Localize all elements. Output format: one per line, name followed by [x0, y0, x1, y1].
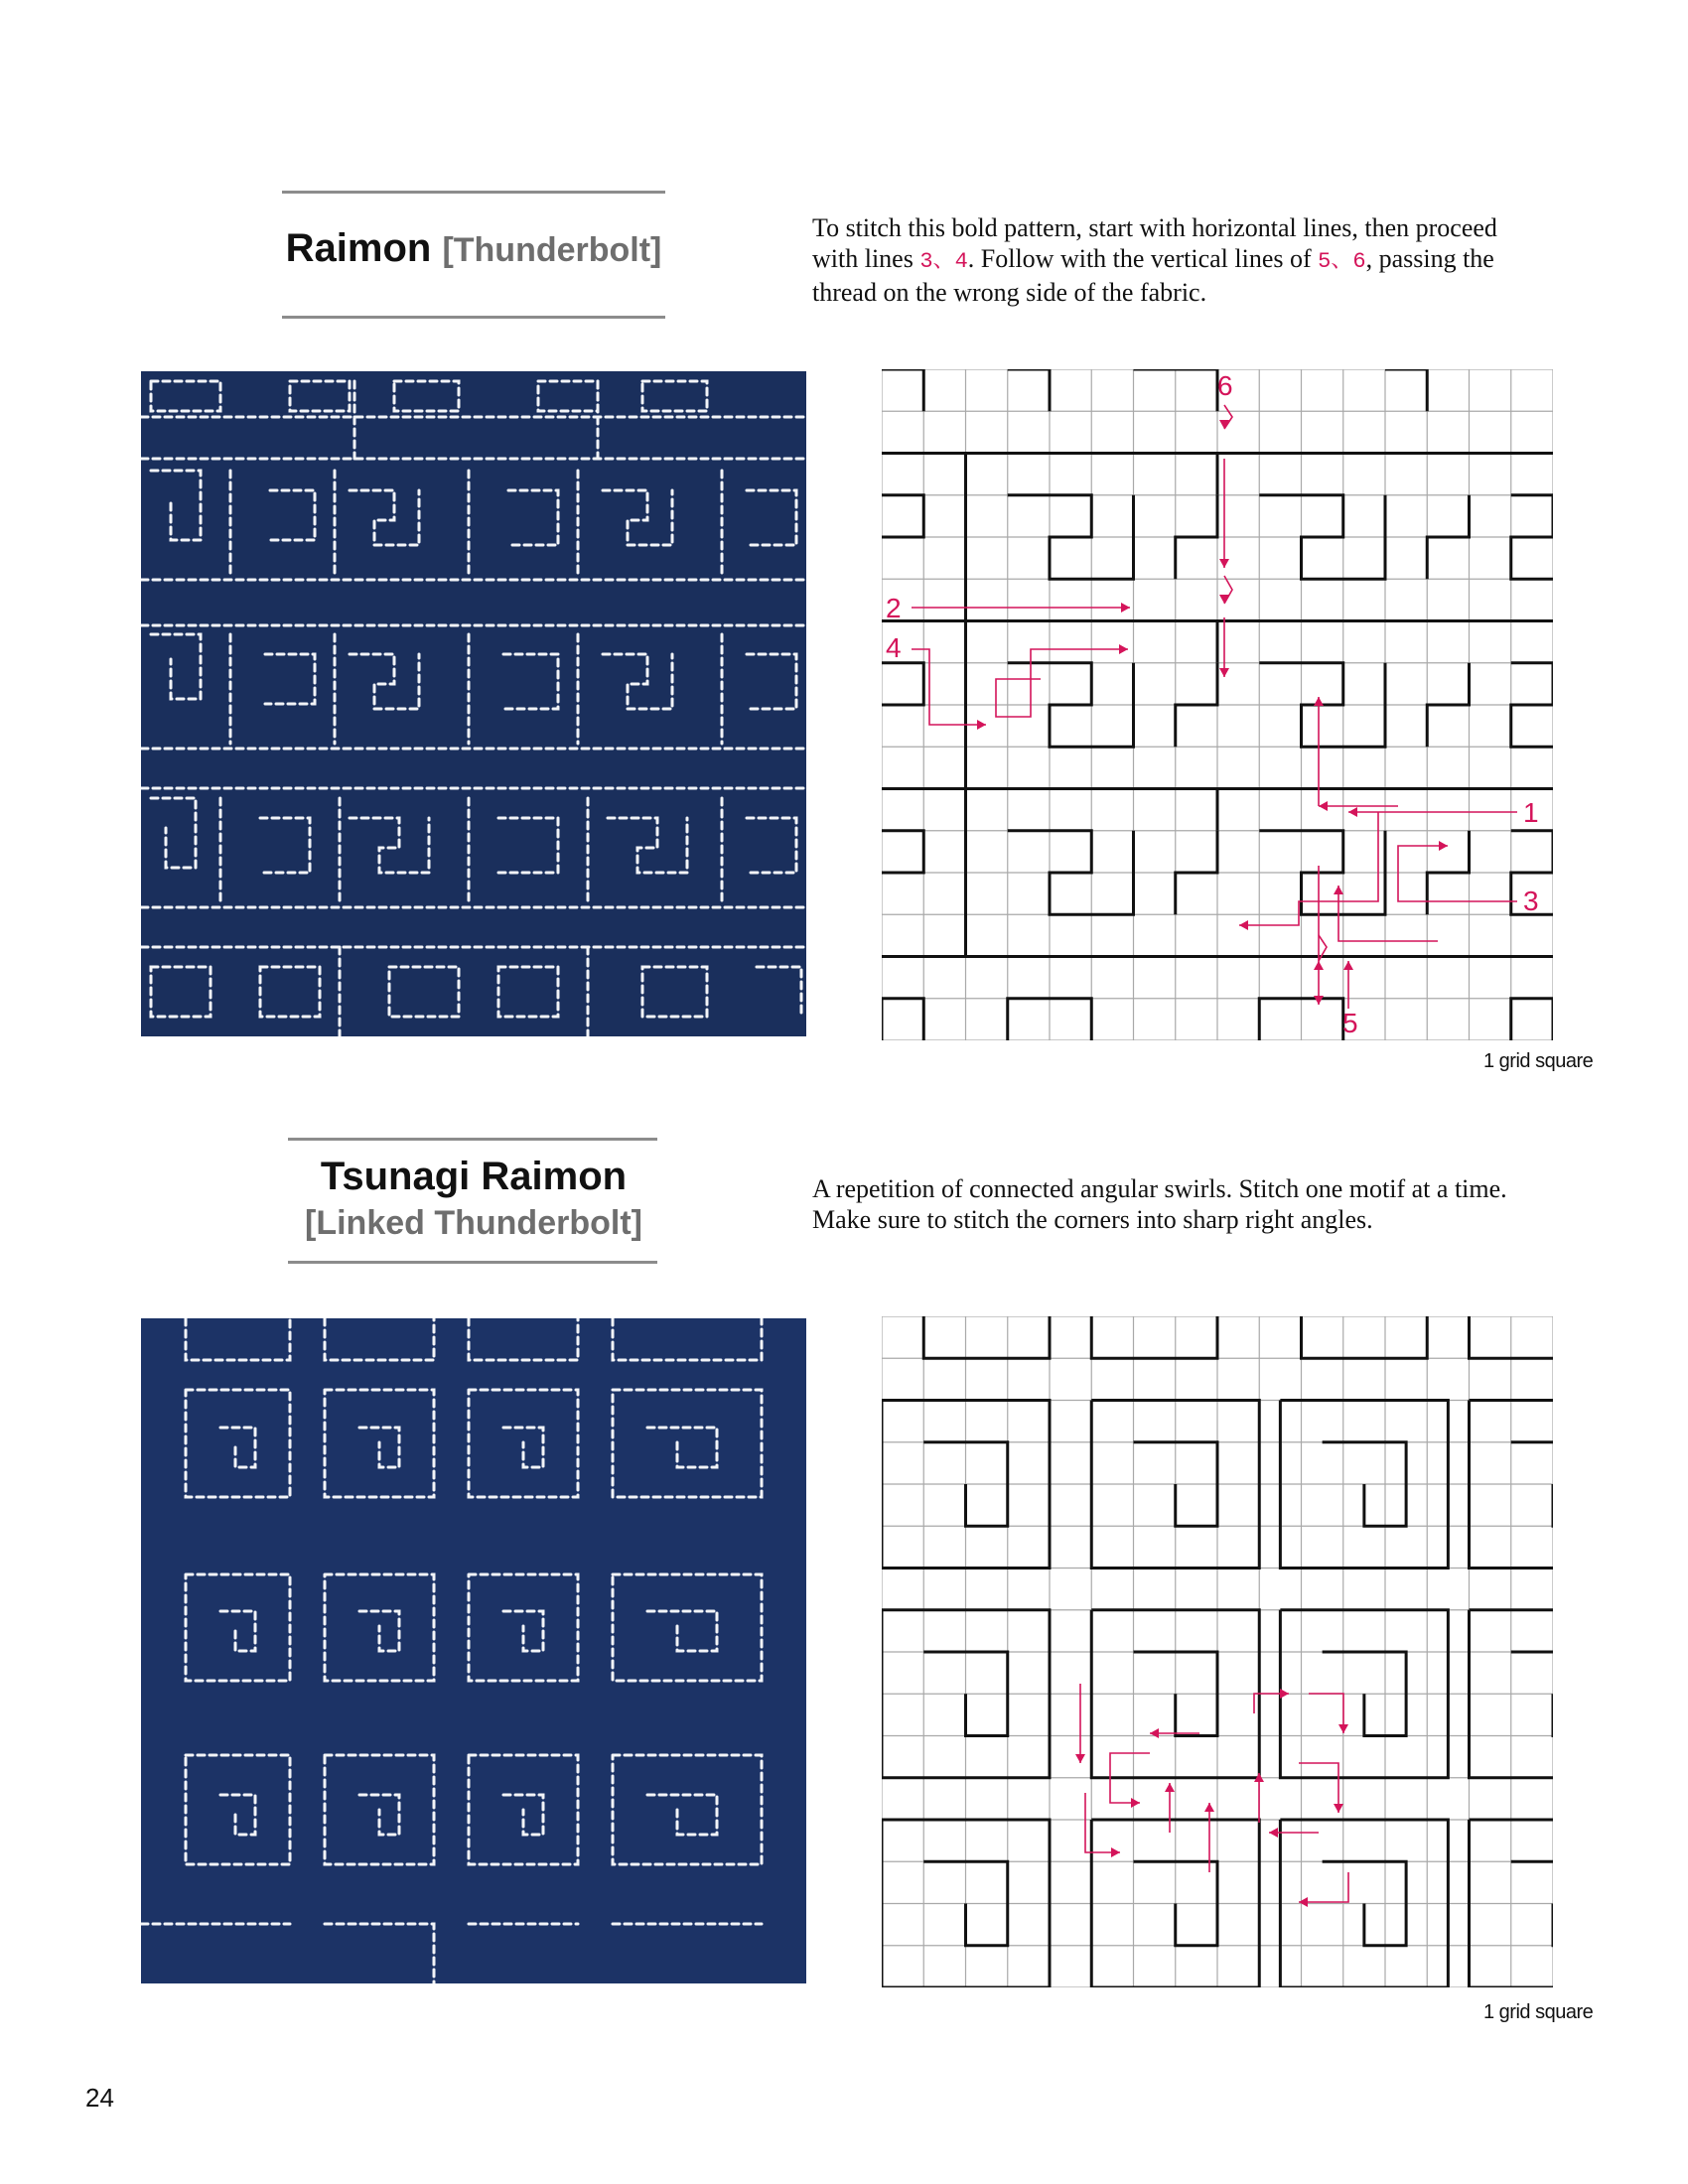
arrow-head: [1348, 807, 1357, 817]
line-number-4: 4: [954, 249, 968, 274]
pattern-line: [882, 495, 923, 537]
stitch-arrow: [1299, 1763, 1338, 1813]
separator: 、: [932, 249, 955, 274]
grid-scale-label: 1 grid square: [1483, 1050, 1594, 1072]
arrow-head: [1280, 1689, 1289, 1699]
line-number-5: 5: [1318, 249, 1332, 274]
tsunagi-raimon-description: A repetition of connected angular swirls. Stitch one motif at a time. Make sure to stitch the corners into sharp right angles.: [812, 1174, 1507, 1234]
raimon-stitch-diagram: [882, 369, 1553, 1040]
title-sub: [Thunderbolt]: [442, 231, 662, 269]
pattern-line: [882, 369, 923, 411]
pattern-line: [1427, 663, 1469, 748]
pattern-line: [882, 999, 923, 1040]
pattern-line: [882, 831, 923, 873]
pattern-line: [1302, 1316, 1428, 1358]
arrow-head: [1111, 1847, 1120, 1857]
pattern-line: [1385, 369, 1427, 411]
line-label: 5: [1342, 1008, 1358, 1038]
pattern-line: [1176, 495, 1217, 580]
arrow-head: [1439, 841, 1448, 851]
line-number-3: 3: [919, 249, 933, 274]
tsunagi-raimon-stitch-diagram: [882, 1316, 1553, 1987]
arrow-head: [1204, 1803, 1214, 1812]
arrow-head: [1343, 961, 1353, 970]
title-main: Tsunagi Raimon: [320, 1155, 628, 1198]
arrow-head: [1165, 1783, 1175, 1792]
arrow-head: [1131, 1798, 1140, 1808]
arrow-head: [1219, 559, 1229, 568]
stitch-arrow: [1239, 812, 1378, 925]
line-label: 4: [886, 632, 902, 663]
line-label: 1: [1523, 797, 1539, 828]
separator: 、: [1331, 249, 1353, 274]
pattern-line: [1176, 663, 1217, 748]
arrow-head: [1219, 668, 1229, 677]
pattern-line: [1008, 369, 1050, 411]
desc-text: To stitch this bold pattern, start with horizontal lines, then proceed with lines: [812, 213, 1497, 273]
arrow-head: [1314, 996, 1324, 1005]
stitch-arrow: [996, 649, 1128, 717]
desc-text: . Follow with the vertical lines of: [967, 244, 1312, 273]
arrow-head: [1334, 1804, 1343, 1813]
arrow-head: [1319, 801, 1328, 811]
stitch-arrow: [1299, 1872, 1348, 1902]
arrow-head: [1219, 595, 1229, 604]
title-rule-bottom: [288, 1261, 657, 1264]
pattern-line: [1511, 663, 1553, 748]
arrow-head: [1334, 886, 1343, 894]
pattern-line: [1427, 495, 1469, 580]
arrow-head: [1239, 920, 1248, 930]
arrow-head: [1119, 644, 1128, 654]
title-rule-bottom: [282, 316, 665, 319]
arrow-head: [1121, 603, 1130, 613]
arrow-head: [1299, 1897, 1308, 1907]
pattern-line: [1091, 1316, 1217, 1358]
pattern-line: [1511, 495, 1553, 580]
line-label: 6: [1217, 370, 1233, 401]
desc-text: , passing the thread on the wrong side of the fabric.: [812, 244, 1494, 307]
arrow-head: [1338, 1724, 1348, 1733]
raimon-description: [812, 212, 1507, 308]
pattern-line: [1176, 831, 1217, 915]
pattern-line: [1511, 999, 1553, 1040]
line-number-6: 6: [1352, 249, 1366, 274]
section-title-tsunagi-raimon: [248, 1152, 699, 1245]
pattern-line: [923, 1316, 1050, 1358]
arrow-head: [977, 720, 986, 730]
line-label: 3: [1523, 886, 1539, 916]
arrow-head: [1150, 1728, 1159, 1738]
title-rule-top: [288, 1138, 657, 1141]
page-number: 24: [85, 2083, 114, 2113]
raimon-stitched-fabric-photo: [141, 371, 806, 1036]
section-title-raimon: [248, 226, 699, 271]
title-rule-top: [282, 191, 665, 194]
line-label: 2: [886, 593, 902, 623]
pattern-line: [882, 663, 923, 705]
title-sub: [Linked Thunderbolt]: [305, 1204, 642, 1242]
title-main: Raimon: [285, 226, 432, 270]
arrow-head: [1269, 1828, 1278, 1838]
grid-scale-label: 1 grid square: [1483, 2001, 1594, 2023]
stitch-arrow: [1309, 1694, 1343, 1733]
arrow-head: [1314, 961, 1324, 970]
tsunagi-raimon-stitched-fabric-photo: [141, 1318, 806, 1983]
arrow-head: [1314, 697, 1324, 706]
arrow-head: [1075, 1754, 1085, 1763]
